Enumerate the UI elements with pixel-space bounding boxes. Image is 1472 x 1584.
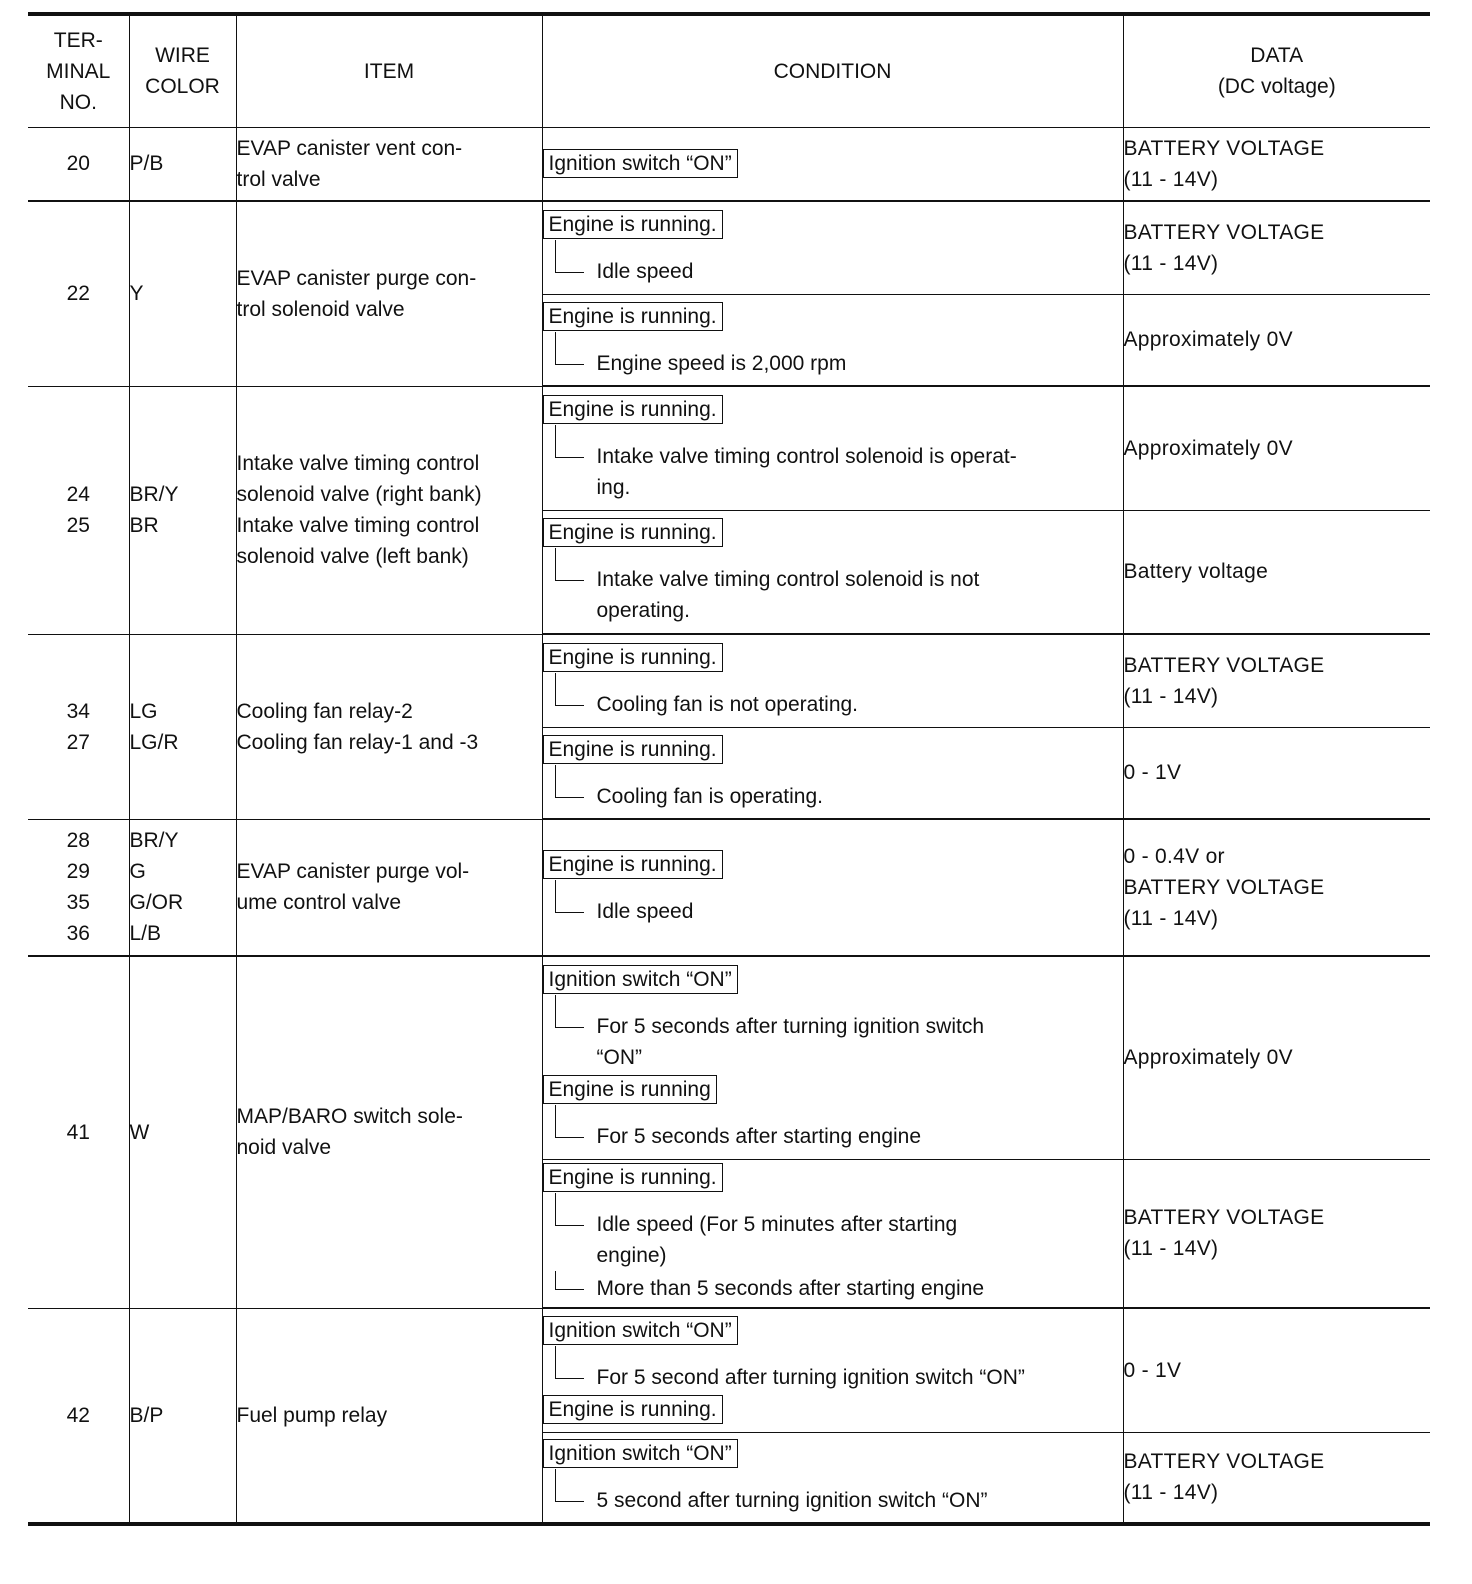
wire-color: BR/Y BR [129,386,236,634]
terminal-no: 41 [28,956,129,1308]
condition-box: Engine is running. [543,210,723,239]
condition-branch: For 5 seconds after turning ignition switch “ON” [543,1011,1123,1073]
data-value: Approximately 0V [1123,386,1430,510]
table-row [28,127,1430,201]
condition-box: Ignition switch “ON” [543,965,738,994]
table-row [28,201,1430,294]
table-row [28,634,1430,727]
terminal-no: 42 [28,1308,129,1524]
condition-branch: More than 5 seconds after starting engine [543,1273,1123,1304]
condition-branch: Idle speed (For 5 minutes after starting engine) [543,1209,1123,1271]
condition [542,127,1123,201]
header-item: ITEM [236,14,542,127]
item-name: Fuel pump relay [236,1308,542,1524]
wire-color: W [129,956,236,1308]
condition-box: Engine is running. [543,1163,723,1192]
condition-branch: Idle speed [543,256,1123,287]
item-name: MAP/BARO switch sole- noid valve [236,956,542,1308]
condition [542,510,1123,634]
condition-box: Engine is running. [543,1395,723,1424]
item-name: Cooling fan relay-2 Cooling fan relay-1 and -3 [236,634,542,819]
condition-branch: For 5 second after turning ignition switch “ON” [543,1362,1123,1393]
condition [542,634,1123,727]
terminal-no: 22 [28,201,129,386]
condition [542,1308,1123,1432]
data-value: 0 - 1V [1123,1308,1430,1432]
condition-box: Engine is running. [543,518,723,547]
header-data: DATA (DC voltage) [1123,14,1430,127]
condition-box: Engine is running. [543,850,723,879]
condition [542,956,1123,1159]
table-row [28,386,1430,510]
condition-box: Engine is running. [543,735,723,764]
condition [542,1159,1123,1308]
data-value: BATTERY VOLTAGE (11 - 14V) [1123,1159,1430,1308]
header-condition: CONDITION [542,14,1123,127]
header-row [28,14,1430,127]
wire-color: B/P [129,1308,236,1524]
condition-box: Ignition switch “ON” [543,1316,738,1345]
header-wire-color: WIRE COLOR [129,14,236,127]
ecm-terminal-table [28,12,1430,1526]
condition-box: Ignition switch “ON” [543,1439,738,1468]
data-value: Battery voltage [1123,510,1430,634]
condition-box: Engine is running. [543,395,723,424]
header-terminal-no: TER- MINAL NO. [28,14,129,127]
condition [542,1432,1123,1524]
table-row [28,819,1430,956]
data-value: 0 - 0.4V or BATTERY VOLTAGE (11 - 14V) [1123,819,1430,956]
condition-box: Engine is running. [543,302,723,331]
item-name: EVAP canister purge vol- ume control valve [236,819,542,956]
condition-branch: Cooling fan is operating. [543,781,1123,812]
condition-box: Engine is running. [543,643,723,672]
wire-color: P/B [129,127,236,201]
condition-branch: For 5 seconds after starting engine [543,1121,1123,1152]
condition [542,819,1123,956]
terminal-no: 20 [28,127,129,201]
wire-color: BR/Y G G/OR L/B [129,819,236,956]
condition-box: Engine is running [543,1075,717,1104]
wire-color: Y [129,201,236,386]
condition [542,294,1123,386]
data-value: BATTERY VOLTAGE (11 - 14V) [1123,1432,1430,1524]
condition-branch: Idle speed [543,896,1123,927]
condition-branch: Intake valve timing control solenoid is operat- ing. [543,441,1123,503]
data-value: 0 - 1V [1123,727,1430,819]
data-value: Approximately 0V [1123,956,1430,1159]
terminal-no: 28 29 35 36 [28,819,129,956]
data-value: BATTERY VOLTAGE (11 - 14V) [1123,634,1430,727]
wire-color: LG LG/R [129,634,236,819]
table-row [28,956,1430,1159]
condition-box: Ignition switch “ON” [543,149,738,178]
data-value: Approximately 0V [1123,294,1430,386]
condition-branch: Intake valve timing control solenoid is not operating. [543,564,1123,626]
condition-branch: Engine speed is 2,000 rpm [543,348,1123,379]
item-name: EVAP canister purge con- trol solenoid valve [236,201,542,386]
item-name: Intake valve timing control solenoid valve (right bank) Intake valve timing control solenoid valve (left bank) [236,386,542,634]
terminal-no: 24 25 [28,386,129,634]
condition [542,201,1123,294]
table-row [28,1308,1430,1432]
condition [542,386,1123,510]
data-value: BATTERY VOLTAGE (11 - 14V) [1123,201,1430,294]
terminal-no: 34 27 [28,634,129,819]
data-value: BATTERY VOLTAGE (11 - 14V) [1123,127,1430,201]
condition-branch: 5 second after turning ignition switch “ON” [543,1485,1123,1516]
condition-branch: Cooling fan is not operating. [543,689,1123,720]
item-name: EVAP canister vent con- trol valve [236,127,542,201]
condition [542,727,1123,819]
